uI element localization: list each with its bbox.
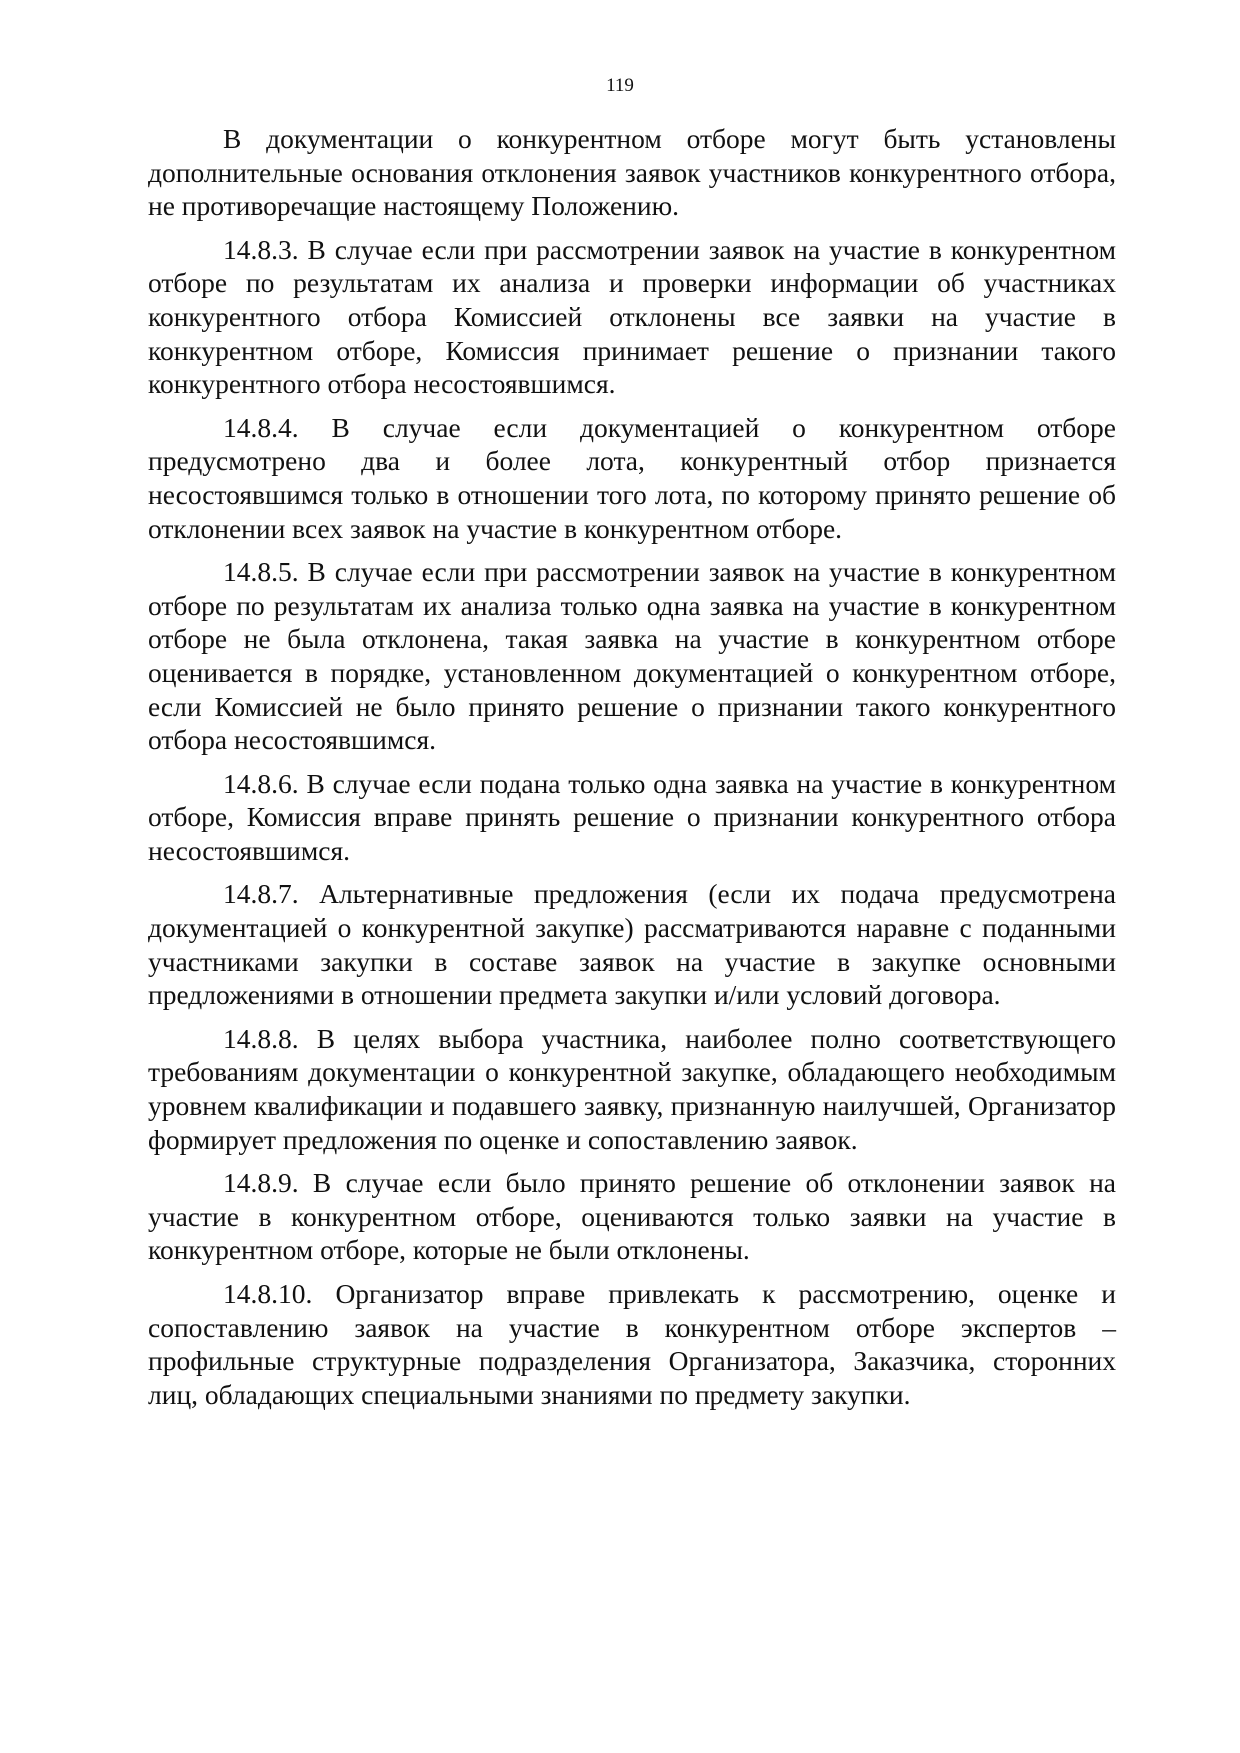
paragraph-14-8-6: 14.8.6. В случае если подана только одна заявка на участие в конкурентном отборе, Комиссия вправе принять решение о признании конкурентного отбора несостоявшимся. bbox=[148, 767, 1116, 866]
paragraph-14-8-7: 14.8.7. Альтернативные предложения (если их подача предусмотрена документацией о конкурентной закупке) рассматриваются наравне с поданными участниками закупки в составе заявок на участие в закупке основными предложениями в отношении предмета закупки и/или условий договора. bbox=[148, 878, 1116, 1011]
paragraph-intro: В документации о конкурентном отборе могут быть установлены дополнительные основания отклонения заявок участников конкурентного отбора, не противоречащие настоящему Положению. bbox=[148, 123, 1116, 222]
paragraph-14-8-4: 14.8.4. В случае если документацией о конкурентном отборе предусмотрено два и более лота, конкурентный отбор признается несостоявшимся только в отношении того лота, по которому принято решение об отклонении всех заявок на участие в конкурентном отборе. bbox=[148, 411, 1116, 544]
paragraph-14-8-3: 14.8.3. В случае если при рассмотрении заявок на участие в конкурентном отборе по результатам их анализа и проверки информации об участниках конкурентного отбора Комиссией отклонены все заявки на участие в конкурентном отборе, Комиссия принимает решение о признании такого конкурентного отбора несостоявшимся. bbox=[148, 233, 1116, 400]
paragraph-14-8-8: 14.8.8. В целях выбора участника, наиболее полно соответствующего требованиям документации о конкурентной закупке, обладающего необходимым уровнем квалификации и подавшего заявку, признанную наилучшей, Организатор формирует предложения по оценке и сопоставлению заявок. bbox=[148, 1022, 1116, 1155]
paragraph-14-8-9: 14.8.9. В случае если было принято решение об отклонении заявок на участие в конкурентном отборе, оцениваются только заявки на участие в конкурентном отборе, которые не были отклонены. bbox=[148, 1167, 1116, 1266]
paragraph-14-8-5: 14.8.5. В случае если при рассмотрении заявок на участие в конкурентном отборе по результатам их анализа только одна заявка на участие в конкурентном отборе не была отклонена, такая заявка на участие в конкурентном отборе оценивается в порядке, установленном документацией о конкурентном отборе, если Комиссией не было принято решение о признании такого конкурентного отбора несостоявшимся. bbox=[148, 556, 1116, 756]
page-number: 119 bbox=[606, 75, 634, 96]
paragraph-14-8-10: 14.8.10. Организатор вправе привлекать к рассмотрению, оценке и сопоставлению заявок на участие в конкурентном отборе экспертов – профильные структурные подразделения Организатора, Заказчика, сторонних лиц, обладающих специальными знаниями по предмету закупки. bbox=[148, 1278, 1116, 1410]
document-body bbox=[148, 122, 1116, 1421]
